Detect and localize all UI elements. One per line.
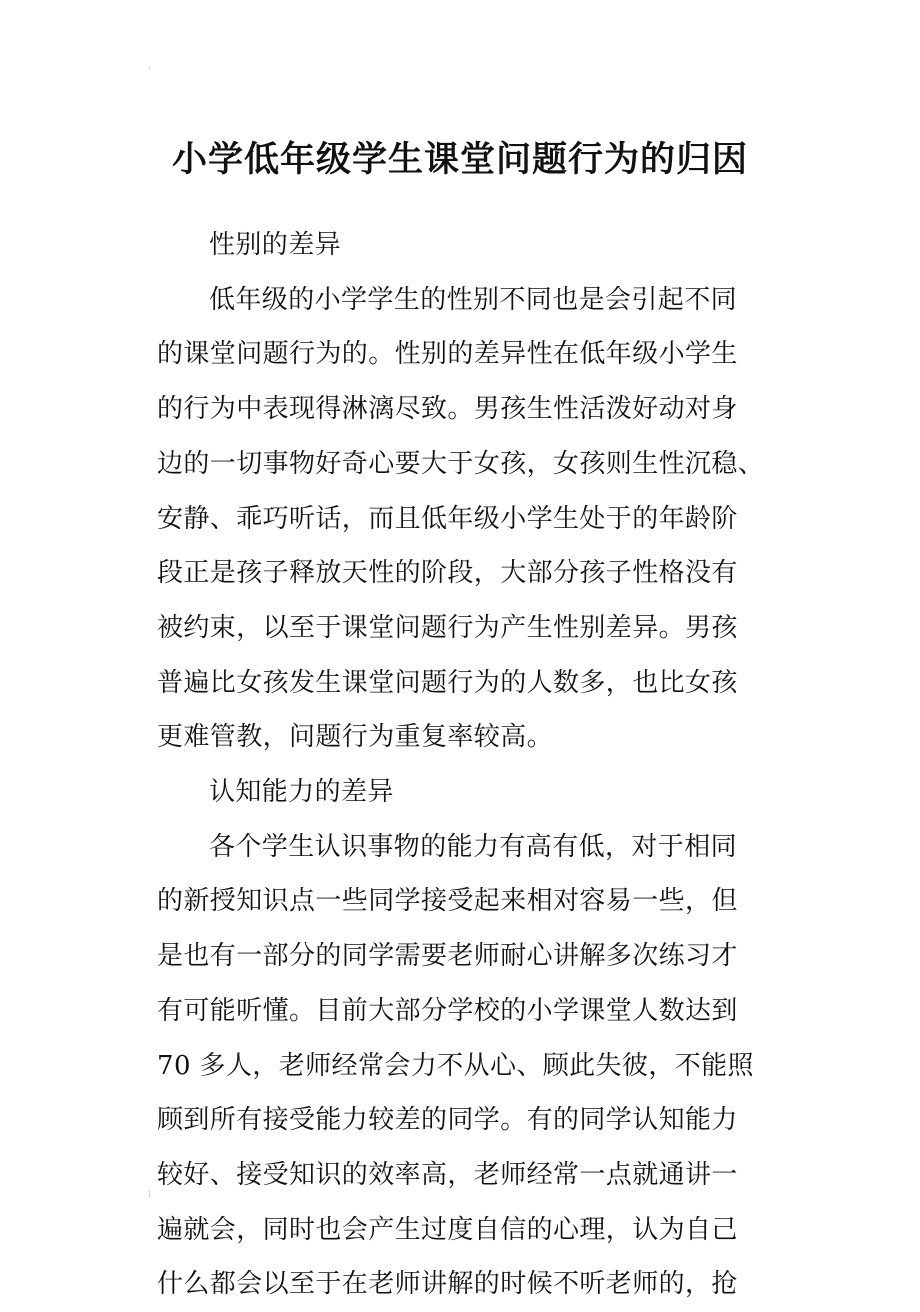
paragraph-cognition: 各个学生认识事物的能力有高有低，对于相同 的新授知识点一些同学接受起来相对容易一些，但 是也有一部分的同学需要老师耐心讲解多次练习才 有可能听懂。目前大部分学校的小学课堂人数达到 70 多人，老师经常会力不从心、顾此失彼，不能照 顾到所有接受能力较差的同学。有的同学认知能力 较好、接受知识的效率高，老师经常一点就通讲一 遍就会，同时也会产生过度自信的心理，认为自己 什么都会以至于在老师讲解的时候不听老师的，抢 [157,831,754,1300]
document-title: 小学低年级学生课堂问题行为的归因 [171,140,748,181]
crop-mark-bottom: ⁞ [148,1190,151,1200]
crop-mark-top: ' [148,66,151,76]
section-heading-cognition: 认知能力的差异 [209,777,394,808]
paragraph-gender: 低年级的小学学生的性别不同也是会引起不同 的课堂问题行为的。性别的差异性在低年级小学生 的行为中表现得淋漓尽致。男孩生性活泼好动对身 边的一切事物好奇心要大于女孩，女孩则生性沉稳、 安静、乖巧听话，而且低年级小学生处于的年龄阶 段正是孩子释放天性的阶段，大部分孩子性格没有 被约束，以至于课堂问题行为产生性别差异。男孩 普遍比女孩发生课堂问题行为的人数多，也比女孩 更难管教，问题行为重复率较高。 [157,284,765,753]
section-heading-gender: 性别的差异 [209,230,342,260]
document-body [157,218,767,1312]
